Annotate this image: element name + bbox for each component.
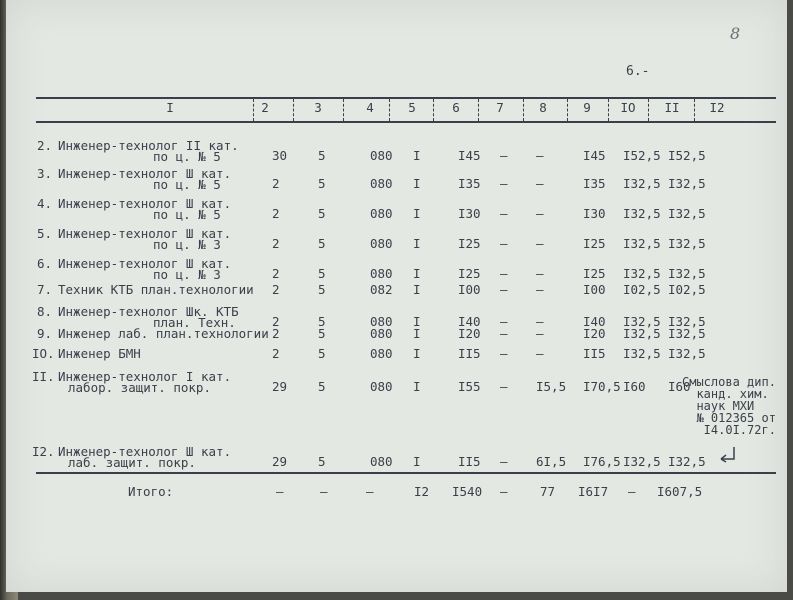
table-cell: 2	[272, 266, 280, 281]
column-separator	[293, 99, 294, 121]
table-cell: I30	[583, 206, 606, 221]
typed-page-number: 6.-	[626, 64, 650, 79]
column-separator	[478, 99, 479, 121]
row-number: 6.	[37, 256, 53, 271]
table-cell: –	[500, 346, 508, 361]
table-row	[0, 446, 793, 474]
table-cell: 2	[272, 314, 280, 329]
table-cell: 080	[370, 346, 393, 361]
column-separator	[343, 99, 344, 121]
table-cell: I	[413, 379, 421, 394]
table-cell: I40	[458, 314, 481, 329]
table-cell: I00	[458, 282, 481, 297]
table-cell: I70,5	[583, 379, 621, 394]
table-cell: 2	[272, 206, 280, 221]
table-cell: –	[500, 206, 508, 221]
table-cell: I	[413, 176, 421, 191]
total-cell: I607,5	[657, 484, 703, 499]
total-cell: I540	[452, 484, 483, 499]
table-cell: I32,5	[668, 176, 706, 191]
table-row	[0, 228, 793, 256]
table-cell: 5	[318, 176, 326, 191]
column-separator	[608, 99, 609, 121]
margin-note: Смыслова дип. канд. хим. наук МХИ № 012365 от I4.0I.72г.	[682, 375, 776, 437]
table-cell: 5	[318, 266, 326, 281]
header-top-rule	[36, 97, 776, 99]
table-cell: I45	[583, 148, 606, 163]
total-cell: –	[628, 484, 636, 499]
row-number: 7.	[37, 282, 53, 297]
table-cell: I30	[458, 206, 481, 221]
table-cell: I	[413, 206, 421, 221]
column-header: 3	[314, 100, 322, 115]
column-header: 5	[408, 100, 416, 115]
table-cell: I00	[583, 282, 606, 297]
position-subtitle: по ц. № 3	[153, 237, 221, 252]
table-cell: –	[500, 266, 508, 281]
column-separator	[253, 99, 254, 121]
table-cell: I	[413, 148, 421, 163]
table-cell: I25	[458, 266, 481, 281]
table-cell: –	[536, 314, 544, 329]
total-cell: –	[276, 484, 284, 499]
table-cell: II5	[583, 346, 606, 361]
table-cell: 080	[370, 454, 393, 469]
row-number: II.	[32, 369, 55, 384]
table-cell: –	[500, 379, 508, 394]
header-bottom-rule	[36, 121, 776, 123]
table-cell: 2	[272, 282, 280, 297]
table-cell: I60	[623, 379, 646, 394]
table-cell: 5	[318, 454, 326, 469]
position-title: Инженер-технолог Ш кат.	[58, 444, 232, 459]
column-header: IO	[620, 100, 636, 115]
table-cell: 080	[370, 379, 393, 394]
table-cell: I32,5	[668, 206, 706, 221]
table-cell: I25	[583, 266, 606, 281]
table-cell: I	[413, 282, 421, 297]
table-cell: I	[413, 346, 421, 361]
table-cell: I32,5	[623, 314, 661, 329]
table-cell: 2	[272, 176, 280, 191]
position-title: Инженер-технолог Ш кат.	[58, 256, 232, 271]
table-cell: –	[536, 176, 544, 191]
table-cell: I60	[668, 379, 691, 394]
table-cell: 080	[370, 176, 393, 191]
row-number: 8.	[37, 304, 53, 319]
table-cell: I02,5	[668, 282, 706, 297]
table-cell: –	[536, 148, 544, 163]
column-header: II	[664, 100, 680, 115]
position-title: Инженер-технолог Ш кат.	[58, 166, 232, 181]
position-title: Инженер-технолог Ш кат.	[58, 196, 232, 211]
table-cell: 080	[370, 326, 393, 341]
table-cell: I20	[458, 326, 481, 341]
row-number: IO.	[32, 346, 55, 361]
table-cell: I32,5	[623, 206, 661, 221]
table-cell: I32,5	[623, 326, 661, 341]
table-cell: 30	[272, 148, 288, 163]
table-cell: 080	[370, 266, 393, 281]
table-cell: I25	[583, 236, 606, 251]
table-cell: –	[536, 236, 544, 251]
table-cell: –	[500, 148, 508, 163]
table-cell: 5	[318, 379, 326, 394]
total-cell: –	[500, 484, 508, 499]
table-row	[0, 140, 793, 168]
table-cell: I	[413, 314, 421, 329]
table-cell: 2	[272, 346, 280, 361]
column-separator	[523, 99, 524, 121]
table-cell: 5	[318, 282, 326, 297]
total-cell: I2	[414, 484, 430, 499]
table-cell: I32,5	[668, 314, 706, 329]
position-title: Инженер БМН	[58, 346, 141, 361]
position-subtitle: по ц. № 3	[153, 267, 221, 282]
total-label: Итого:	[128, 484, 174, 499]
table-cell: I25	[458, 236, 481, 251]
position-title: Инженер-технолог Ш кат.	[58, 226, 232, 241]
table-cell: I32,5	[623, 176, 661, 191]
row-number: 9.	[37, 326, 53, 341]
table-cell: 080	[370, 314, 393, 329]
table-cell: –	[536, 346, 544, 361]
position-subtitle: план. Техн.	[153, 315, 236, 330]
table-cell: I32,5	[668, 454, 706, 469]
table-cell: –	[500, 454, 508, 469]
table-cell: 29	[272, 379, 288, 394]
table-cell: –	[536, 282, 544, 297]
table-cell: 2	[272, 326, 280, 341]
table-cell: 5	[318, 236, 326, 251]
table-cell: –	[536, 326, 544, 341]
column-separator	[433, 99, 434, 121]
position-title: Инженер лаб. план.технологии	[58, 326, 269, 341]
table-cell: 082	[370, 282, 393, 297]
table-cell: I52,5	[668, 148, 706, 163]
total-cell: 77	[540, 484, 556, 499]
handwritten-page-number: 8	[730, 24, 741, 43]
position-subtitle: по ц. № 5	[153, 177, 221, 192]
position-title: Инженер-технолог Шк. КТБ	[58, 304, 239, 319]
table-cell: –	[500, 176, 508, 191]
position-subtitle: по ц. № 5	[153, 149, 221, 164]
table-cell: 5	[318, 206, 326, 221]
table-cell: II5	[458, 346, 481, 361]
table-cell: I	[413, 454, 421, 469]
table-cell: –	[536, 206, 544, 221]
table-cell: I02,5	[623, 282, 661, 297]
table-cell: I5,5	[536, 379, 567, 394]
column-separator	[389, 99, 390, 121]
position-subtitle: лаб. защит. покр.	[68, 455, 196, 470]
column-separator	[694, 99, 695, 121]
table-cell: 5	[318, 326, 326, 341]
table-cell: 5	[318, 148, 326, 163]
table-cell: I32,5	[623, 346, 661, 361]
table-cell: I40	[583, 314, 606, 329]
position-title: Инженер-технолог I кат.	[58, 369, 232, 384]
table-cell: I32,5	[668, 236, 706, 251]
table-cell: I32,5	[623, 266, 661, 281]
table-cell: I35	[583, 176, 606, 191]
column-header: 8	[539, 100, 547, 115]
position-subtitle: лабор. защит. покр.	[68, 380, 211, 395]
table-cell: I55	[458, 379, 481, 394]
table-cell: –	[500, 326, 508, 341]
total-values	[0, 484, 793, 502]
total-cell: –	[320, 484, 328, 499]
table-cell: 080	[370, 148, 393, 163]
column-header: 2	[261, 100, 269, 115]
row-number: I2.	[32, 444, 55, 459]
column-header: 4	[366, 100, 374, 115]
table-row	[0, 168, 793, 196]
total-cell: –	[366, 484, 374, 499]
table-cell: –	[536, 266, 544, 281]
table-cell: I76,5	[583, 454, 621, 469]
table-cell: 2	[272, 236, 280, 251]
position-title: Техник КТБ план.технологии	[58, 282, 254, 297]
table-cell: I32,5	[623, 236, 661, 251]
table-cell: 5	[318, 314, 326, 329]
table-cell: I32,5	[668, 326, 706, 341]
table-cell: –	[500, 282, 508, 297]
arrow-icon	[718, 446, 738, 464]
table-cell: 080	[370, 236, 393, 251]
column-header: 6	[452, 100, 460, 115]
column-header: I	[166, 100, 174, 115]
table-cell: I52,5	[623, 148, 661, 163]
table-row	[0, 198, 793, 226]
table-cell: 6I,5	[536, 454, 567, 469]
table-cell: I	[413, 326, 421, 341]
table-cell: 29	[272, 454, 288, 469]
table-row	[0, 371, 793, 399]
table-cell: I32,5	[668, 266, 706, 281]
table-cell: II5	[458, 454, 481, 469]
table-cell: I45	[458, 148, 481, 163]
table-cell: –	[500, 236, 508, 251]
table-cell: –	[500, 314, 508, 329]
row-number: 4.	[37, 196, 53, 211]
position-subtitle: по ц. № 5	[153, 207, 221, 222]
table-cell: I32,5	[623, 454, 661, 469]
row-number: 3.	[37, 166, 53, 181]
table-cell: I35	[458, 176, 481, 191]
column-separator	[567, 99, 568, 121]
table-cell: I20	[583, 326, 606, 341]
column-header: 7	[496, 100, 504, 115]
column-header: I2	[709, 100, 725, 115]
table-cell: I	[413, 266, 421, 281]
table-cell: I	[413, 236, 421, 251]
table-cell: 5	[318, 346, 326, 361]
total-cell: I6I7	[578, 484, 609, 499]
column-header: 9	[583, 100, 591, 115]
table-cell: I32,5	[668, 346, 706, 361]
table-cell: 080	[370, 206, 393, 221]
position-title: Инженер-технолог II кат.	[58, 138, 239, 153]
column-separator	[648, 99, 649, 121]
row-number: 5.	[37, 226, 53, 241]
row-number: 2.	[37, 138, 53, 153]
total-rule	[36, 472, 776, 474]
